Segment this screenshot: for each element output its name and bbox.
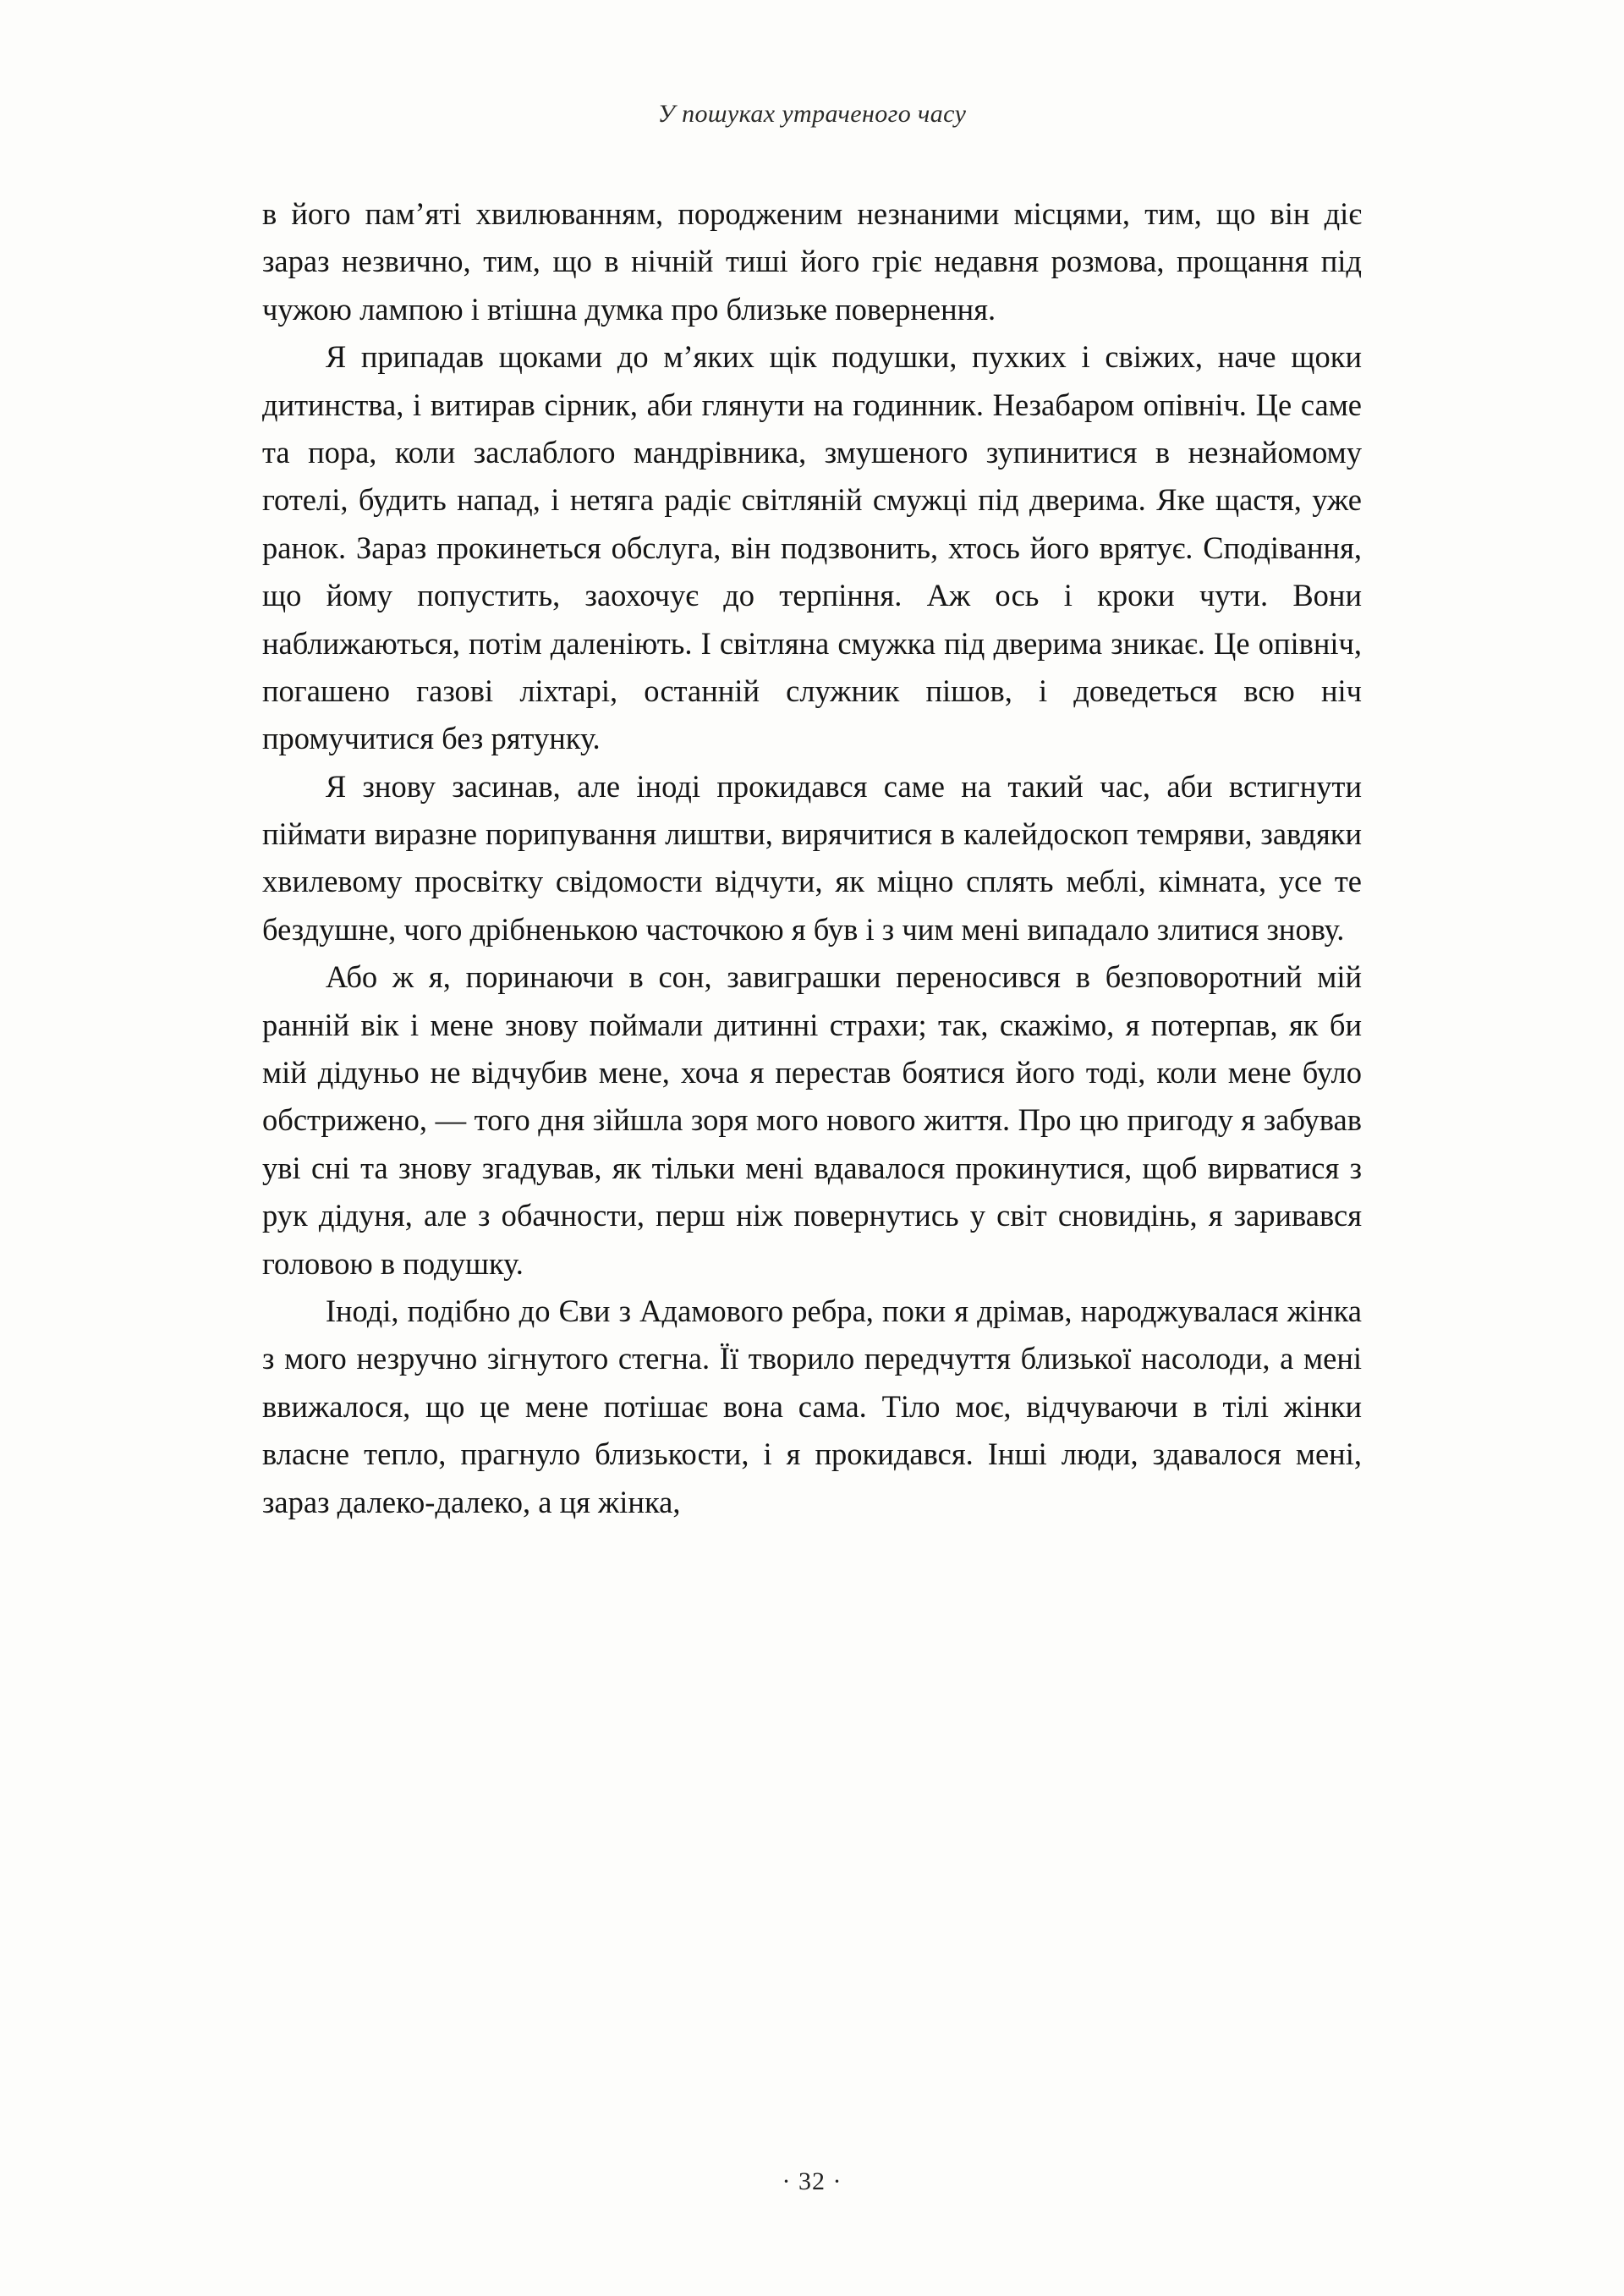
running-head: У пошуках утраченого часу [657, 100, 967, 128]
paragraph: Іноді, подібно до Єви з Адамового ребра, поки я дрімав, народжувалася жінка з мого незручно зігнутого стегна. Її творило передчуття близької насолоди, а мені ввижалося, що це мене потішає вона сама. Тіло моє, відчуваючи в тілі жінки власне тепло, прагнуло близькости, і я прокидався. Інші люди, здавалося мені, зараз далеко-далеко, а ця жінка, [262, 1293, 1362, 1519]
paragraph: Я припадав щоками до м’яких щік подушки, пухких і свіжих, наче щоки дитинства, і витирав сірник, аби глянути на годинник. Незабаром опівніч. Це саме та пора, коли заслаблого мандрівника, змушеного зупинитися в незнайомому готелі, будить напад, і нетяга радіє світляній смужці під дверима. Яке щастя, уже ранок. Зараз прокинеться обслуга, він подзвонить, хтось його врятує. Сподівання, що йому попустить, заохочує до терпіння. Аж ось і кроки чути. Вони наближаються, потім даленіють. І світляна смужка під дверима зникає. Це опівніч, погашено газові ліхтарі, останній служник пішов, і доведеться всю ніч промучитися без рятунку. [262, 339, 1362, 756]
paragraph: Або ж я, поринаючи в сон, завиграшки переносився в безповоротний мій ранній вік і мене знову поймали дитинні страхи; так, скажімо, я потерпав, як би мій дідуньо не відчубив мене, хоча я перестав боятися його тоді, коли мене було обстрижено, — того дня зійшла зоря мого нового життя. Про цю пригоду я забував уві сні та знову згадував, як тільки мені вдавалося прокинутися, щоб вирватися з рук дідуня, але з обачности, перш ніж повернутись у світ сновидінь, я заривався головою в подушку. [262, 959, 1362, 1281]
paragraph: в його пам’яті хвилюванням, породженим незнаними місцями, тим, що він діє зараз незвично, тим, що в нічній тиші його гріє недавня розмова, прощання під чужою лампою і втішна думка про близьке повернення. [262, 196, 1362, 327]
page-number: · 32 · [782, 2167, 842, 2195]
body-text [262, 190, 1362, 1526]
paragraph: Я знову засинав, але іноді прокидався саме на такий час, аби встигнути піймати виразне порипування лиштви, вирячитися в калейдоскоп темряви, завдяки хвилевому просвітку свідомости відчути, як міцно сплять меблі, кімната, усе те бездушне, чого дрібненькою часточкою я був і з чим мені випадало злитися знову. [262, 768, 1362, 947]
